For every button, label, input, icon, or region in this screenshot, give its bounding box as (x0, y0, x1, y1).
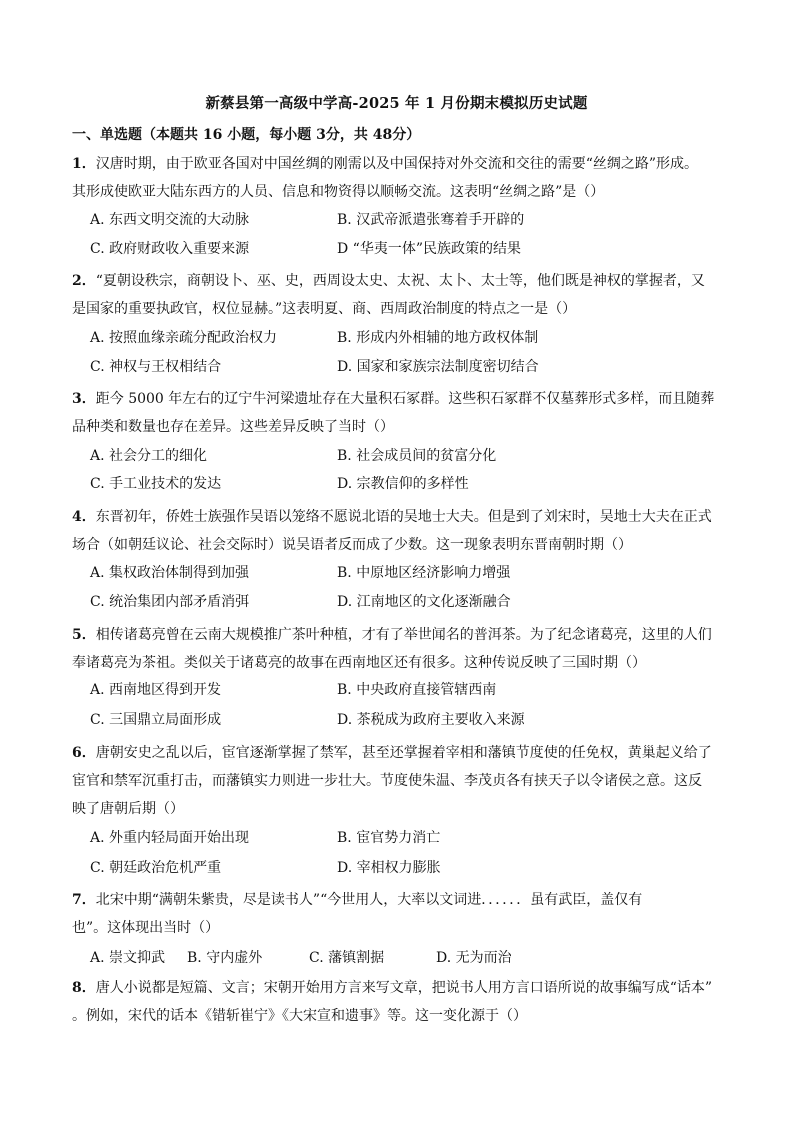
options-row (90, 353, 730, 381)
option-c[interactable]: C. 手工业技术的发达 (90, 476, 222, 492)
question-text-line: 相传诸葛亮曾在云南大规模推广茶叶种植，才有了举世闻名的普洱茶。为了纪念诸葛亮，这里的人们 (95, 627, 712, 643)
options-row (90, 235, 730, 263)
option-b[interactable]: B. 中原地区经济影响力增强 (337, 565, 511, 581)
option-d[interactable]: D. 宗教信仰的多样性 (337, 476, 469, 492)
question-text-line: 奉诸葛亮为茶祖。类似关于诸葛亮的故事在西南地区还有很多。这种传说反映了三国时期（） (72, 655, 646, 671)
option-c[interactable]: C. 朝廷政治危机严重 (90, 860, 222, 876)
question-text-line: 北宋中期“满朝朱紫贵，尽是读书人”“今世用人，大率以文词进．．．．．．虽有武臣，盖仅有 (95, 892, 643, 908)
question-text-line: 其形成使欧亚大陆东西方的人员、信息和物资得以顺畅交流。这表明“丝绸之路”是（） (72, 184, 605, 200)
options-row (90, 559, 730, 587)
option-b[interactable]: B. 守内虚外 (187, 950, 263, 966)
question-5 (72, 621, 732, 677)
option-b[interactable]: B. 宦官势力消亡 (337, 830, 441, 846)
question-1 (72, 150, 732, 206)
question-text-line: 场合（如朝廷议论、社会交际时）说吴语者反而成了少数。这一现象表明东晋南朝时期（） (72, 537, 632, 553)
option-b[interactable]: B. 汉武帝派遣张骞着手开辟的 (337, 212, 525, 228)
options-row (90, 854, 730, 882)
option-a[interactable]: A. 西南地区得到开发 (90, 682, 222, 698)
question-7 (72, 886, 732, 942)
option-a[interactable]: A. 东西文明交流的大动脉 (90, 212, 250, 228)
option-a[interactable]: A. 按照血缘亲疏分配政治权力 (90, 330, 278, 346)
question-number: 5． (72, 627, 96, 643)
options-row (90, 588, 730, 616)
options-row (90, 706, 730, 734)
question-text-line: 是国家的重要执政官，权位显赫。”这表明夏、商、西周政治制度的特点之一是（） (72, 301, 577, 317)
option-d[interactable]: D. 无为而治 (436, 950, 512, 966)
question-text-line: 唐朝安史之乱以后，宦官逐渐掌握了禁军，甚至还掌握着宰相和藩镇节度使的任免权，黄巢起义给了 (95, 745, 712, 761)
question-4 (72, 503, 732, 559)
option-a[interactable]: A. 社会分工的细化 (90, 448, 208, 464)
question-number: 4． (72, 509, 96, 525)
question-number: 3． (72, 391, 96, 407)
section-heading: 一、单选题（本题共 16 小题，每小题 3分，共 48分） (72, 127, 421, 143)
options-row (90, 824, 730, 852)
question-text-line: 唐人小说都是短篇、文言；宋朝开始用方言来写文章，把说书人用方言口语所说的故事编写成“话本” (95, 980, 713, 996)
options-row (90, 324, 730, 352)
question-number: 1． (72, 156, 96, 172)
question-number: 8． (72, 980, 96, 996)
option-d[interactable]: D. 宰相权力膨胀 (337, 860, 441, 876)
option-c[interactable]: C. 藩镇割据 (309, 950, 385, 966)
option-b[interactable]: B. 形成内外相辅的地方政权体制 (337, 330, 539, 346)
option-d[interactable]: D. 江南地区的文化逐渐融合 (337, 594, 511, 610)
question-text-line: 距今 5000 年左右的辽宁牛河梁遗址存在大量积石冢群。这些积石冢群不仅墓葬形式多样，而且随葬 (95, 391, 715, 407)
option-d[interactable]: D. 国家和家族宗法制度密切结合 (337, 359, 539, 375)
option-c[interactable]: C. 政府财政收入重要来源 (90, 241, 250, 257)
question-number: 2． (72, 273, 96, 289)
question-text-line: 宦官和禁军沉重打击，而藩镇实力则进一步壮大。节度使朱温、李茂贞各有挟天子以令诸侯之意。这反 (72, 773, 702, 789)
options-row (90, 676, 730, 704)
question-text-line: 东晋初年，侨姓士族强作吴语以笼络不愿说北语的吴地士大夫。但是到了刘宋时，吴地士大夫在正式 (95, 509, 712, 525)
question-2 (72, 267, 732, 323)
question-text-line: 映了唐朝后期（） (72, 801, 184, 817)
option-c[interactable]: C. 三国鼎立局面形成 (90, 712, 222, 728)
question-text-line: 汉唐时期，由于欧亚各国对中国丝绸的刚需以及中国保持对外交流和交往的需要“丝绸之路”形成。 (95, 156, 699, 172)
option-a[interactable]: A. 崇文抑武 (90, 950, 166, 966)
option-b[interactable]: B. 社会成员间的贫富分化 (337, 448, 497, 464)
option-a[interactable]: A. 外重内轻局面开始出现 (90, 830, 250, 846)
question-6 (72, 739, 732, 823)
option-d[interactable]: D “华夷一体”民族政策的结果 (337, 241, 521, 257)
question-3 (72, 385, 732, 441)
option-c[interactable]: C. 神权与王权相结合 (90, 359, 222, 375)
question-number: 7． (72, 892, 96, 908)
question-number: 6． (72, 745, 96, 761)
option-b[interactable]: B. 中央政府直接管辖西南 (337, 682, 497, 698)
question-text-line: 品种类和数量也存在差异。这些差异反映了当时（） (72, 419, 394, 435)
question-text-line: 也”。这体现出当时（） (72, 920, 220, 936)
question-8 (72, 974, 732, 1030)
exam-title: 新蔡县第一高级中学高-2025 年 1 月份期末模拟历史试题 (205, 95, 588, 112)
options-row (90, 944, 730, 972)
options-row (90, 442, 730, 470)
options-row (90, 206, 730, 234)
options-row (90, 470, 730, 498)
option-c[interactable]: C. 统治集团内部矛盾消弭 (90, 594, 250, 610)
option-d[interactable]: D. 茶税成为政府主要收入来源 (337, 712, 525, 728)
option-a[interactable]: A. 集权政治体制得到加强 (90, 565, 250, 581)
question-text-line: 。例如，宋代的话本《错斩崔宁》《大宋宣和遗事》等。这一变化源于（） (72, 1008, 527, 1024)
question-text-line: “夏朝设秩宗，商朝设卜、巫、史，西周设太史、太祝、太卜、太士等，他们既是神权的掌握者，又 (95, 273, 705, 289)
